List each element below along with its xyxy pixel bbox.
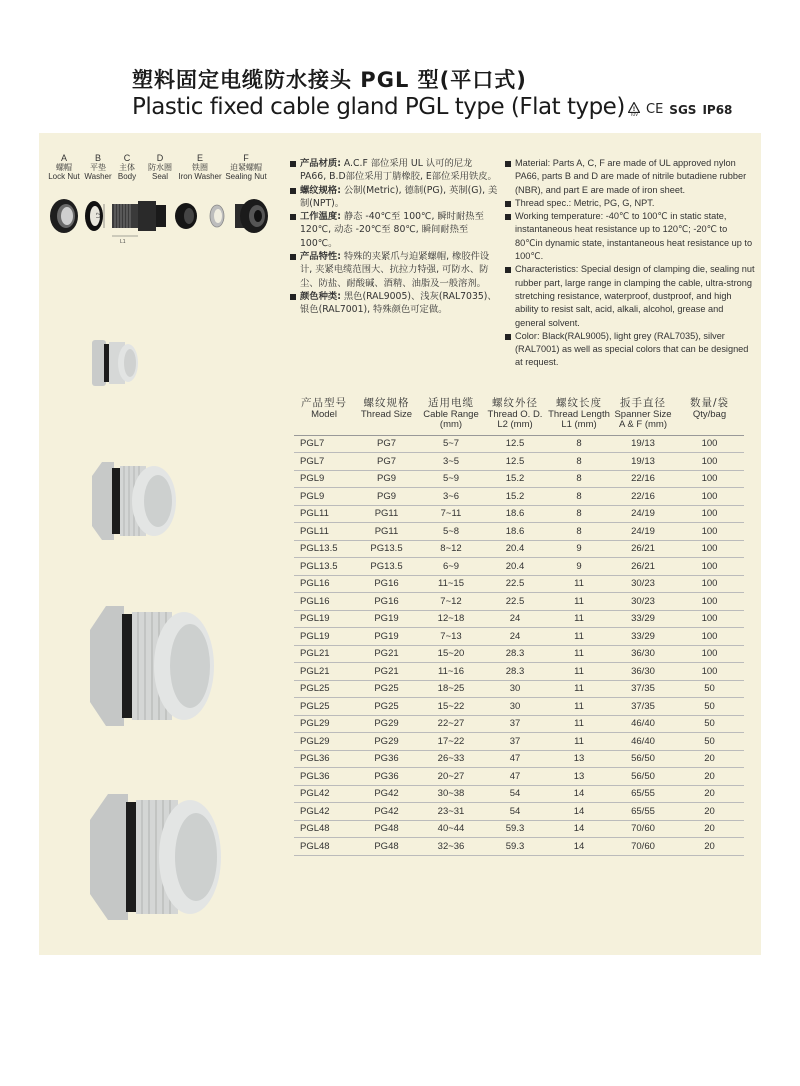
table-cell: PG25 bbox=[354, 680, 419, 698]
specs-chinese bbox=[290, 157, 498, 317]
table-cell: 24 bbox=[483, 628, 547, 646]
table-cell: PGL13.5 bbox=[294, 558, 354, 576]
table-cell: 24 bbox=[483, 610, 547, 628]
table-cell: 5~8 bbox=[419, 523, 483, 541]
table-cell: 50 bbox=[675, 715, 744, 733]
page-title-en: Plastic fixed cable gland PGL type (Flat type) bbox=[132, 94, 625, 120]
table-cell: 18~25 bbox=[419, 680, 483, 698]
table-cell: 37/35 bbox=[611, 698, 675, 716]
table-cell: 11 bbox=[547, 575, 611, 593]
table-cell: 14 bbox=[547, 838, 611, 856]
table-cell: 20 bbox=[675, 820, 744, 838]
table-cell: 22/16 bbox=[611, 470, 675, 488]
table-cell: 46/40 bbox=[611, 715, 675, 733]
table-body bbox=[294, 435, 744, 855]
table-cell: PG16 bbox=[354, 593, 419, 611]
gland-small-image bbox=[88, 336, 146, 390]
table-cell: 65/55 bbox=[611, 785, 675, 803]
table-cell: 30~38 bbox=[419, 785, 483, 803]
table-cell: PG48 bbox=[354, 838, 419, 856]
table-cell: 50 bbox=[675, 680, 744, 698]
table-cell: 13 bbox=[547, 750, 611, 768]
table-cell: PGL9 bbox=[294, 470, 354, 488]
table-cell: PG7 bbox=[354, 453, 419, 471]
gland-medium-image bbox=[88, 458, 188, 544]
page-title-cn: 塑料固定电缆防水接头 PGL 型(平口式) bbox=[132, 68, 527, 92]
table-cell: 70/60 bbox=[611, 820, 675, 838]
table-cell: 15.2 bbox=[483, 488, 547, 506]
table-cell: 19/13 bbox=[611, 435, 675, 453]
table-cell: 22.5 bbox=[483, 575, 547, 593]
table-cell: 15.2 bbox=[483, 470, 547, 488]
spec-en-item: Material: Parts A, C, F are made of UL approved nylon PA66, parts B and D are made of nitrile butadiene rubber (NBR), and part E are made of iron sheet. bbox=[505, 157, 755, 197]
table-cell: 100 bbox=[675, 540, 744, 558]
table-cell: PG16 bbox=[354, 575, 419, 593]
table-cell: 100 bbox=[675, 645, 744, 663]
table-cell: PG48 bbox=[354, 820, 419, 838]
table-cell: 5~7 bbox=[419, 435, 483, 453]
svg-text:L1: L1 bbox=[120, 239, 126, 245]
table-cell: 12.5 bbox=[483, 435, 547, 453]
table-row bbox=[294, 523, 744, 541]
table-cell: PG19 bbox=[354, 628, 419, 646]
table-cell: PG36 bbox=[354, 768, 419, 786]
table-cell: PG9 bbox=[354, 488, 419, 506]
table-cell: 37 bbox=[483, 715, 547, 733]
table-cell: 24/19 bbox=[611, 505, 675, 523]
table-cell: 37/35 bbox=[611, 680, 675, 698]
spec-en-item: Color: Black(RAL9005), light grey (RAL7035), silver (RAL7001) as well as special colors that can be designed at request. bbox=[505, 330, 755, 370]
table-cell: PGL16 bbox=[294, 593, 354, 611]
table-cell: PGL36 bbox=[294, 768, 354, 786]
specs-english bbox=[505, 157, 755, 370]
table-cell: 12.5 bbox=[483, 453, 547, 471]
table-cell: 30/23 bbox=[611, 575, 675, 593]
table-row bbox=[294, 540, 744, 558]
table-cell: PG21 bbox=[354, 663, 419, 681]
table-cell: 46/40 bbox=[611, 733, 675, 751]
table-cell: 100 bbox=[675, 488, 744, 506]
table-cell: PGL25 bbox=[294, 698, 354, 716]
table-cell: 50 bbox=[675, 698, 744, 716]
gland-xlarge-image bbox=[86, 790, 226, 924]
table-row bbox=[294, 628, 744, 646]
table-cell: 14 bbox=[547, 803, 611, 821]
col-thread-length: 螺纹长度 Thread Length L1 (mm) bbox=[547, 397, 611, 435]
table-cell: PGL7 bbox=[294, 453, 354, 471]
table-cell: 30 bbox=[483, 680, 547, 698]
col-spanner-size: 扳手直径 Spanner Size A & F (mm) bbox=[611, 397, 675, 435]
cert-logos bbox=[628, 102, 732, 117]
table-row bbox=[294, 488, 744, 506]
table-cell: PGL7 bbox=[294, 435, 354, 453]
table-cell: 11 bbox=[547, 645, 611, 663]
table-cell: PGL9 bbox=[294, 488, 354, 506]
spec-en-item: Thread spec.: Metric, PG, G, NPT. bbox=[505, 197, 755, 210]
table-cell: 20 bbox=[675, 750, 744, 768]
table-cell: PGL29 bbox=[294, 715, 354, 733]
table-cell: 5~9 bbox=[419, 470, 483, 488]
table-row bbox=[294, 698, 744, 716]
table-cell: 20.4 bbox=[483, 558, 547, 576]
table-cell: PG42 bbox=[354, 785, 419, 803]
table-row bbox=[294, 820, 744, 838]
table-cell: 7~11 bbox=[419, 505, 483, 523]
table-cell: PGL25 bbox=[294, 680, 354, 698]
table-cell: 11~16 bbox=[419, 663, 483, 681]
table-cell: 3~5 bbox=[419, 453, 483, 471]
table-cell: 23~31 bbox=[419, 803, 483, 821]
ce-mark: CE bbox=[646, 102, 664, 117]
table-cell: 22/16 bbox=[611, 488, 675, 506]
body-part bbox=[96, 201, 166, 245]
table-cell: 20 bbox=[675, 838, 744, 856]
table-cell: 70/60 bbox=[611, 838, 675, 856]
spec-cn-item: 颜色种类: 黑色(RAL9005)、浅灰(RAL7035)、银色(RAL7001), 特殊颜色可定做。 bbox=[290, 290, 498, 317]
table-cell: 100 bbox=[675, 663, 744, 681]
table-cell: 11~15 bbox=[419, 575, 483, 593]
table-cell: 12~18 bbox=[419, 610, 483, 628]
table-row bbox=[294, 505, 744, 523]
table-cell: PGL36 bbox=[294, 750, 354, 768]
table-cell: 15~20 bbox=[419, 645, 483, 663]
table-cell: 8~12 bbox=[419, 540, 483, 558]
svg-text:L2: L2 bbox=[96, 212, 102, 218]
table-cell: 8 bbox=[547, 505, 611, 523]
table-cell: PGL16 bbox=[294, 575, 354, 593]
table-row bbox=[294, 645, 744, 663]
svg-text:!: ! bbox=[632, 106, 636, 113]
table-cell: PG36 bbox=[354, 750, 419, 768]
table-cell: 26/21 bbox=[611, 540, 675, 558]
table-cell: 100 bbox=[675, 523, 744, 541]
table-cell: PG13.5 bbox=[354, 558, 419, 576]
table-cell: 32~36 bbox=[419, 838, 483, 856]
table-cell: PG19 bbox=[354, 610, 419, 628]
table-cell: 7~13 bbox=[419, 628, 483, 646]
table-cell: 59.3 bbox=[483, 838, 547, 856]
table-cell: 100 bbox=[675, 453, 744, 471]
table-cell: PGL13.5 bbox=[294, 540, 354, 558]
part-f-label: F 迫紧螺帽 Sealing Nut bbox=[225, 153, 267, 181]
table-cell: 22.5 bbox=[483, 593, 547, 611]
table-cell: PGL19 bbox=[294, 610, 354, 628]
table-cell: 11 bbox=[547, 593, 611, 611]
table-cell: PG42 bbox=[354, 803, 419, 821]
iron-washer-part bbox=[210, 205, 224, 227]
table-cell: 20.4 bbox=[483, 540, 547, 558]
table-cell: 20 bbox=[675, 803, 744, 821]
table-cell: 54 bbox=[483, 785, 547, 803]
table-cell: 11 bbox=[547, 610, 611, 628]
seal-part bbox=[175, 203, 197, 229]
table-cell: PG7 bbox=[354, 435, 419, 453]
col-thread-size: 螺纹规格 Thread Size bbox=[354, 397, 419, 435]
table-cell: 28.3 bbox=[483, 663, 547, 681]
col-model: 产品型号 Model bbox=[294, 397, 354, 435]
table-cell: PG29 bbox=[354, 733, 419, 751]
table-cell: 8 bbox=[547, 435, 611, 453]
table-row bbox=[294, 663, 744, 681]
table-cell: 17~22 bbox=[419, 733, 483, 751]
table-row bbox=[294, 453, 744, 471]
table-cell: 24/19 bbox=[611, 523, 675, 541]
table-cell: 9 bbox=[547, 558, 611, 576]
table-cell: 100 bbox=[675, 470, 744, 488]
spec-cn-item: 工作温度: 静态 -40℃至 100℃, 瞬时耐热至 120℃, 动态 -20℃至 80℃, 瞬间耐热至 100℃。 bbox=[290, 210, 498, 250]
table-cell: 20~27 bbox=[419, 768, 483, 786]
col-thread-od: 螺纹外径 Thread O. D. L2 (mm) bbox=[483, 397, 547, 435]
table-cell: 36/30 bbox=[611, 663, 675, 681]
table-row bbox=[294, 610, 744, 628]
col-qty-bag: 数量/袋 Qty/bag bbox=[675, 397, 744, 435]
table-cell: 100 bbox=[675, 610, 744, 628]
table-cell: 14 bbox=[547, 785, 611, 803]
table-cell: PG21 bbox=[354, 645, 419, 663]
table-cell: PGL11 bbox=[294, 523, 354, 541]
table-cell: PGL21 bbox=[294, 645, 354, 663]
table-row bbox=[294, 680, 744, 698]
sealing-nut-part bbox=[235, 199, 268, 233]
table-cell: 26~33 bbox=[419, 750, 483, 768]
table-cell: 28.3 bbox=[483, 645, 547, 663]
table-cell: PG25 bbox=[354, 698, 419, 716]
table-cell: 7~12 bbox=[419, 593, 483, 611]
table-cell: 47 bbox=[483, 768, 547, 786]
table-cell: 14 bbox=[547, 820, 611, 838]
table-row bbox=[294, 715, 744, 733]
table-cell: 100 bbox=[675, 558, 744, 576]
table-cell: 100 bbox=[675, 435, 744, 453]
table-cell: 65/55 bbox=[611, 803, 675, 821]
table-cell: 59.3 bbox=[483, 820, 547, 838]
table-cell: 8 bbox=[547, 453, 611, 471]
table-cell: 47 bbox=[483, 750, 547, 768]
table-cell: 22~27 bbox=[419, 715, 483, 733]
table-cell: 50 bbox=[675, 733, 744, 751]
part-a-label: A 螺帽 Lock Nut bbox=[48, 153, 80, 181]
exploded-parts-image bbox=[42, 196, 272, 256]
table-cell: 15~22 bbox=[419, 698, 483, 716]
table-cell: 11 bbox=[547, 715, 611, 733]
table-cell: PGL42 bbox=[294, 785, 354, 803]
table-cell: PGL48 bbox=[294, 838, 354, 856]
table-cell: 40~44 bbox=[419, 820, 483, 838]
table-cell: 100 bbox=[675, 575, 744, 593]
spec-cn-item: 产品材质: A.C.F 部位采用 UL 认可的尼龙 PA66, B.D部位采用丁腈橡胶, E部位采用铁皮。 bbox=[290, 157, 498, 184]
table-row bbox=[294, 575, 744, 593]
ip68-mark: IP68 bbox=[702, 102, 733, 117]
table-row bbox=[294, 435, 744, 453]
table-row bbox=[294, 593, 744, 611]
table-cell: PGL42 bbox=[294, 803, 354, 821]
table-cell: 11 bbox=[547, 680, 611, 698]
table-cell: 20 bbox=[675, 785, 744, 803]
table-cell: 33/29 bbox=[611, 610, 675, 628]
gland-large-image bbox=[86, 602, 220, 730]
table-row bbox=[294, 785, 744, 803]
table-cell: 18.6 bbox=[483, 523, 547, 541]
sgs-mark: SGS bbox=[669, 102, 697, 117]
table-cell: 54 bbox=[483, 803, 547, 821]
table-row bbox=[294, 768, 744, 786]
spec-table bbox=[294, 397, 744, 856]
table-row bbox=[294, 733, 744, 751]
table-cell: PG11 bbox=[354, 523, 419, 541]
table-cell: PG29 bbox=[354, 715, 419, 733]
table-cell: 56/50 bbox=[611, 750, 675, 768]
spec-cn-item: 产品特性: 特殊的夹紧爪与迫紧螺帽, 橡胶件设计, 夹紧电缆范围大、抗拉力特强, 可防水、防尘、防盐、耐酸碱、酒精、油脂及一般溶剂。 bbox=[290, 250, 498, 290]
table-cell: 37 bbox=[483, 733, 547, 751]
part-e-label: E 铁圈 Iron Washer bbox=[178, 153, 222, 181]
part-b-label: B 平垫 Washer bbox=[84, 153, 112, 181]
lock-nut-part bbox=[50, 199, 78, 233]
table-cell: 9 bbox=[547, 540, 611, 558]
table-cell: 11 bbox=[547, 733, 611, 751]
table-cell: PGL11 bbox=[294, 505, 354, 523]
table-cell: 26/21 bbox=[611, 558, 675, 576]
table-cell: PGL21 bbox=[294, 663, 354, 681]
table-cell: PGL19 bbox=[294, 628, 354, 646]
table-cell: PG9 bbox=[354, 470, 419, 488]
table-cell: 11 bbox=[547, 698, 611, 716]
table-cell: 30 bbox=[483, 698, 547, 716]
table-row bbox=[294, 838, 744, 856]
tuv-warning-icon: ! TÜV bbox=[628, 102, 640, 117]
table-cell: 3~6 bbox=[419, 488, 483, 506]
table-cell: 11 bbox=[547, 628, 611, 646]
table-cell: 30/23 bbox=[611, 593, 675, 611]
table-cell: PGL48 bbox=[294, 820, 354, 838]
table-cell: 100 bbox=[675, 593, 744, 611]
table-cell: 33/29 bbox=[611, 628, 675, 646]
table-cell: 19/13 bbox=[611, 453, 675, 471]
table-cell: 100 bbox=[675, 628, 744, 646]
table-cell: 8 bbox=[547, 488, 611, 506]
table-cell: 8 bbox=[547, 523, 611, 541]
table-cell: 56/50 bbox=[611, 768, 675, 786]
table-cell: PGL29 bbox=[294, 733, 354, 751]
table-cell: 100 bbox=[675, 505, 744, 523]
spec-en-item: Working temperature: -40℃ to 100℃ in static state, instantaneous heat resistance up to 120℃; -20℃ to 80℃in dynamic state, instantaneous heat resistance up to 100℃. bbox=[505, 210, 755, 263]
table-row bbox=[294, 750, 744, 768]
table-cell: 11 bbox=[547, 663, 611, 681]
spec-en-item: Characteristics: Special design of clamping die, sealing nut rubber part, large range in clamping the cable, ultra-strong stretching resistance, waterproof, dustproof, and high ability to resist salt, acid, alkali, alcohol, grease and general solvent. bbox=[505, 263, 755, 329]
table-cell: 36/30 bbox=[611, 645, 675, 663]
part-c-label: C 主体 Body bbox=[117, 153, 137, 181]
table-cell: 8 bbox=[547, 470, 611, 488]
spec-cn-item: 螺纹规格: 公制(Metric), 德制(PG), 英制(G), 美制(NPT)。 bbox=[290, 184, 498, 211]
table-header-row bbox=[294, 397, 744, 435]
table-cell: PG11 bbox=[354, 505, 419, 523]
part-d-label: D 防水圈 Seal bbox=[148, 153, 172, 181]
table-row bbox=[294, 470, 744, 488]
table-cell: 6~9 bbox=[419, 558, 483, 576]
table-cell: 20 bbox=[675, 768, 744, 786]
table-cell: 13 bbox=[547, 768, 611, 786]
table-cell: 18.6 bbox=[483, 505, 547, 523]
col-cable-range: 适用电缆 Cable Range (mm) bbox=[419, 397, 483, 435]
table-cell: PG13.5 bbox=[354, 540, 419, 558]
table-row bbox=[294, 558, 744, 576]
table-row bbox=[294, 803, 744, 821]
